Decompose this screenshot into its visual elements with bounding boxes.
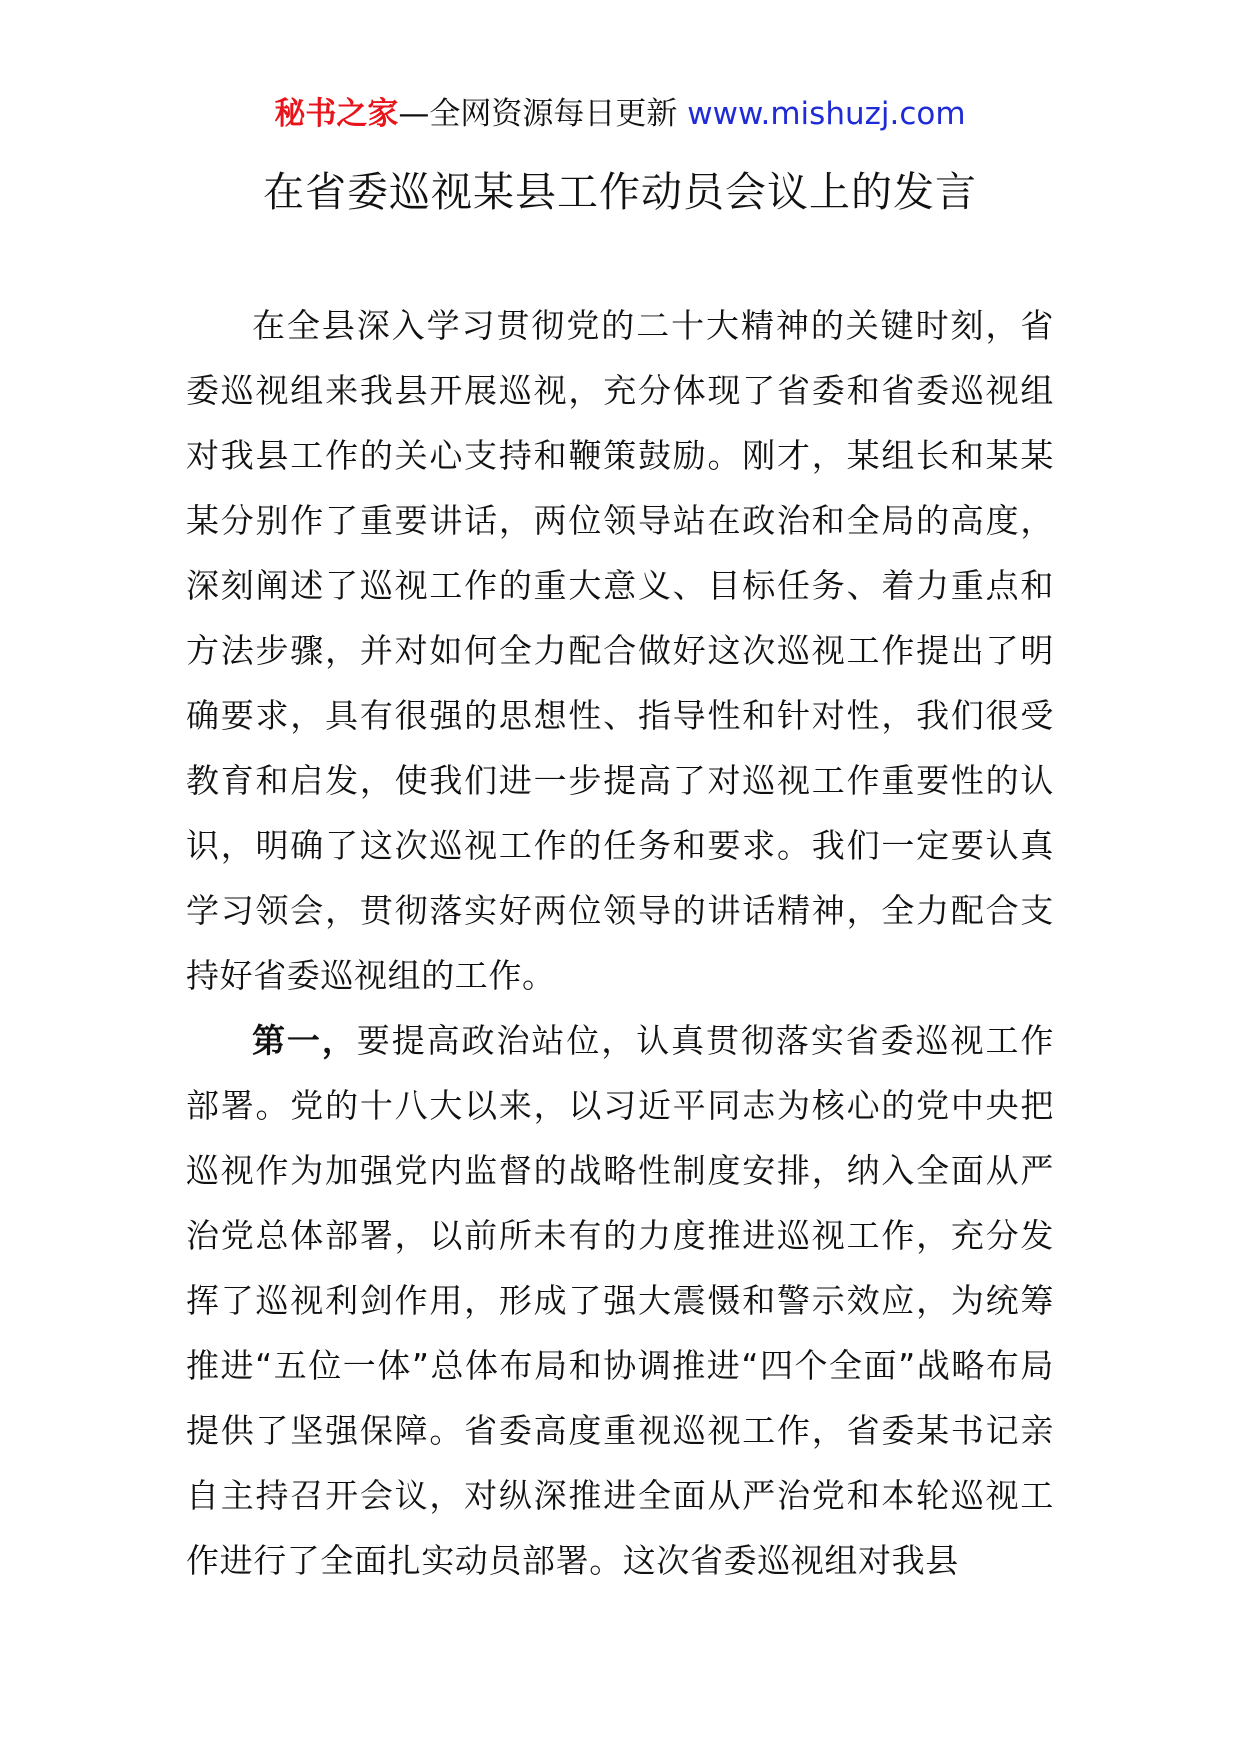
paragraph-lead: 第一，: [252, 1021, 357, 1060]
site-tagline: —全网资源每日更新: [398, 96, 678, 132]
document-body: [186, 293, 1054, 1593]
site-header: [0, 94, 1240, 134]
site-brand: 秘书之家: [274, 96, 399, 132]
paragraph-intro: [186, 293, 1054, 1008]
site-url-link[interactable]: www.mishuzj.com: [687, 96, 966, 132]
document-title: 在省委巡视某县工作动员会议上的发言: [263, 168, 977, 216]
paragraph-text: 在全县深入学习贯彻党的二十大精神的关键时刻，省委巡视组来我县开展巡视，充分体现了省委和省委巡视组对我县工作的关心支持和鞭策鼓励。刚才，某组长和某某某分别作了重要讲话，两位领导站在政治和全局的高度，深刻阐述了巡视工作的重大意义、目标任务、着力重点和方法步骤，并对如何全力配合做好这次巡视工作提出了明确要求，具有很强的思想性、指导性和针对性，我们很受教育和启发，使我们进一步提高了对巡视工作重要性的认识，明确了这次巡视工作的任务和要求。我们一定要认真学习领会，贯彻落实好两位领导的讲话精神，全力配合支持好省委巡视组的工作。: [186, 306, 1054, 995]
paragraph-first-point: [186, 1008, 1054, 1593]
paragraph-text: 要提高政治站位，认真贯彻落实省委巡视工作部署。党的十八大以来，以习近平同志为核心的党中央把巡视作为加强党内监督的战略性制度安排，纳入全面从严治党总体部署，以前所未有的力度推进巡视工作，充分发挥了巡视利剑作用，形成了强大震慑和警示效应，为统筹推进“五位一体”总体布局和协调推进“四个全面”战略布局提供了坚强保障。省委高度重视巡视工作，省委某书记亲自主持召开会议，对纵深推进全面从严治党和本轮巡视工作进行了全面扎实动员部署。这次省委巡视组对我县: [186, 1021, 1054, 1580]
